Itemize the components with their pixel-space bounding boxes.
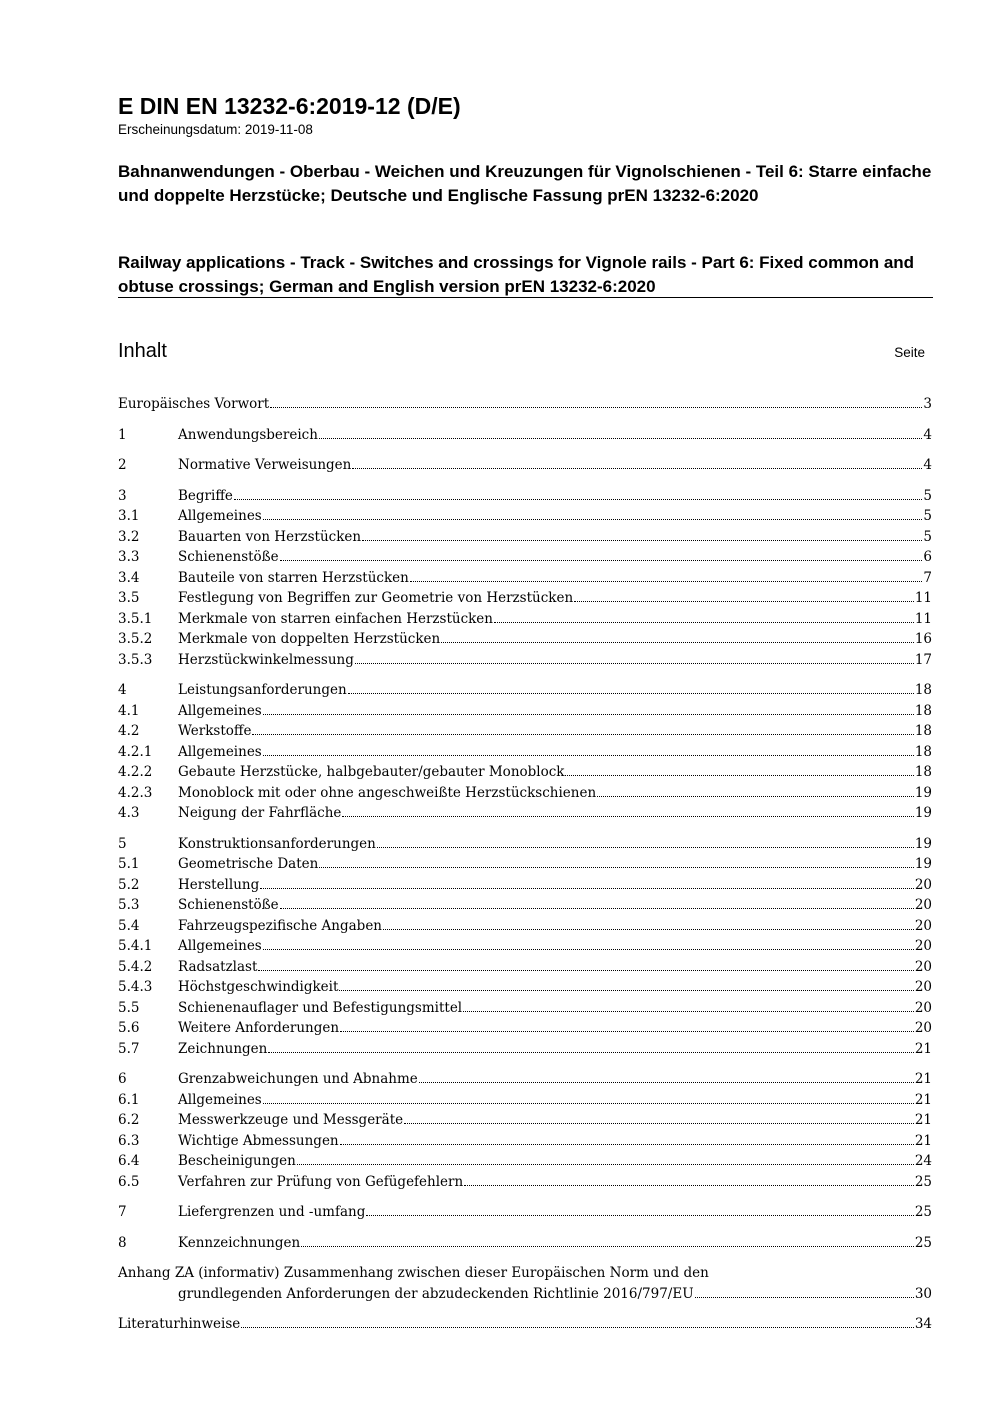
toc-leader (263, 518, 923, 520)
toc-leader (319, 866, 913, 868)
toc-entry-number: 3.5.3 (118, 651, 153, 668)
toc-entry-page: 11 (914, 610, 932, 627)
toc-entry-number: 5.1 (118, 856, 140, 872)
toc-entry-page: 21 (914, 1071, 932, 1087)
publication-date: Erscheinungsdatum: 2019-11-08 (118, 122, 313, 137)
toc-entry-title: Leistungsanforderungen (178, 682, 347, 698)
toc-entry-number: 4.2.2 (118, 764, 153, 780)
toc-entry[interactable] (118, 1233, 932, 1254)
toc-entry-page: 4 (923, 457, 932, 473)
toc-entry-page: 25 (914, 1234, 932, 1251)
toc-leader (263, 1102, 914, 1104)
toc-entry-page: 20 (914, 917, 932, 934)
toc-entry-title: Konstruktionsanforderungen (178, 835, 376, 852)
toc-entry-number: 6.2 (118, 1112, 140, 1128)
toc-entry[interactable] (118, 957, 932, 978)
toc-entry-title: Grenzabweichungen und Abnahme (178, 1071, 418, 1087)
toc-heading: Inhalt (118, 340, 167, 362)
toc-entry[interactable] (118, 977, 932, 998)
toc-entry[interactable] (118, 486, 932, 507)
toc-entry-page: 16 (914, 631, 932, 647)
toc-entry[interactable] (118, 834, 932, 855)
toc-entry-number: 5 (118, 835, 127, 852)
toc-entry[interactable] (118, 783, 932, 804)
toc-leader (366, 1214, 913, 1216)
toc-entry-title: Fahrzeugspezifische Angaben (178, 917, 383, 934)
toc-entry-title: Gebaute Herzstücke, halbgebauter/gebauter Monoblock (178, 764, 565, 780)
toc-entry[interactable] (118, 1131, 932, 1152)
toc-entry-title: Kennzeichnungen (178, 1234, 301, 1251)
toc-entry-title: Schienenstöße (178, 549, 279, 565)
toc-entry[interactable] (118, 1069, 932, 1090)
toc-entry-page: 20 (914, 958, 932, 975)
toc-entry-title: Wichtige Abmessungen (178, 1132, 339, 1149)
toc-entry[interactable] (118, 609, 932, 630)
toc-entry-page: 20 (914, 979, 932, 995)
toc-entry-number: 8 (118, 1234, 127, 1251)
toc-entry-page: 6 (923, 549, 932, 565)
toc-leader (419, 1081, 914, 1083)
toc-entry-number: 3.3 (118, 549, 140, 565)
toc-entry-title: Herstellung (178, 876, 260, 893)
toc-entry-number: 5.7 (118, 1040, 140, 1057)
toc-entry-number: 5.4 (118, 917, 140, 934)
toc-entry[interactable] (118, 936, 932, 957)
toc-entry-title: Bescheinigungen (178, 1153, 296, 1169)
toc-entry-page: 19 (914, 856, 932, 872)
toc-entry-number: 5.4.2 (118, 958, 153, 975)
toc-entry-number: 7 (118, 1204, 127, 1220)
toc-entry[interactable] (118, 547, 932, 568)
toc-entry-number: 4.1 (118, 702, 140, 719)
toc-leader (340, 1143, 914, 1145)
toc-entry-number: 4.2 (118, 723, 140, 739)
toc-entry[interactable] (118, 762, 932, 783)
toc-entry-number: 2 (118, 457, 127, 473)
toc-entry[interactable] (118, 895, 932, 916)
toc-leader (340, 1030, 914, 1032)
toc-entry-page: 11 (914, 590, 932, 606)
toc-entry-title: Geometrische Daten (178, 856, 319, 872)
toc-entry-title: Herzstückwinkelmessung (178, 651, 354, 668)
toc-entry-page: 4 (923, 426, 932, 443)
toc-entry[interactable] (118, 998, 932, 1019)
toc-entry-number: 3.4 (118, 569, 140, 586)
annex-title-line-2-row (118, 1284, 932, 1305)
toc-entry-page: 3 (923, 396, 932, 412)
toc-entry-number: 3 (118, 487, 127, 504)
toc-leader (565, 774, 913, 776)
toc-entry-title: Allgemeines (178, 508, 262, 524)
toc-leader (263, 948, 914, 950)
toc-entry-page: 18 (914, 702, 932, 719)
toc-entry-title: Liefergrenzen und -umfang (178, 1204, 366, 1220)
toc-entry-page: 5 (923, 528, 932, 545)
toc-entry[interactable] (118, 1018, 932, 1039)
toc-leader (260, 887, 914, 889)
toc-entry-number: 5.2 (118, 876, 140, 893)
toc-entry-number: 3.1 (118, 508, 140, 524)
toc-entry[interactable] (118, 1090, 932, 1111)
toc-entry-title: Werkstoffe (178, 723, 252, 739)
toc-entries (118, 425, 932, 1254)
toc-entry-number: 3.2 (118, 528, 140, 545)
toc-leader (280, 559, 923, 561)
toc-entry-page: 21 (914, 1132, 932, 1149)
toc-leader (383, 928, 914, 930)
toc-entry-page: 18 (914, 743, 932, 760)
toc-leader (263, 713, 914, 715)
toc-entry-title: Monoblock mit oder ohne angeschweißte Herzstückschienen (178, 784, 597, 801)
toc-entry[interactable] (118, 1172, 932, 1193)
toc-entry-title: Europäisches Vorwort (118, 396, 270, 412)
toc-entry-page: 5 (923, 508, 932, 524)
toc-entry-title: Bauteile von starren Herzstücken (178, 569, 409, 586)
toc-entry-number: 3.5 (118, 590, 140, 606)
toc-leader (695, 1296, 914, 1298)
toc-entry-title: Allgemeines (178, 743, 262, 760)
toc-entry-page: 20 (914, 1020, 932, 1036)
toc-leader (494, 621, 914, 623)
toc-entry-title: Radsatzlast (178, 958, 258, 975)
toc-entry-annex-za[interactable] (118, 1263, 932, 1304)
toc-leader (280, 907, 914, 909)
toc-leader (342, 815, 913, 817)
toc-entry-title: Höchstgeschwindigkeit (178, 979, 339, 995)
toc-entry-number: 4.2.1 (118, 743, 153, 760)
toc-leader (263, 754, 914, 756)
toc-leader (339, 989, 913, 991)
toc-entry[interactable] (118, 803, 932, 824)
toc-entry-number: 5.4.1 (118, 938, 153, 954)
toc-leader (441, 641, 914, 643)
toc-entry-title: Begriffe (178, 487, 233, 504)
toc-entry-title: Schienenauflager und Befestigungsmittel (178, 999, 463, 1016)
toc-leader (270, 406, 922, 408)
toc-leader (241, 1326, 914, 1328)
toc-entry[interactable] (118, 588, 932, 609)
toc-entry-page: 21 (914, 1112, 932, 1128)
toc-entry[interactable] (118, 650, 932, 671)
toc-entry[interactable] (118, 742, 932, 763)
toc-entry-number: 5.3 (118, 897, 140, 913)
toc-entry-page: 20 (914, 938, 932, 954)
toc-entry-title: Bauarten von Herzstücken (178, 528, 362, 545)
toc-entry[interactable] (118, 455, 932, 476)
toc-entry-page: 20 (914, 897, 932, 913)
toc-entry-number: 6 (118, 1071, 127, 1087)
toc-leader (404, 1122, 914, 1124)
toc-entry-number: 5.4.3 (118, 979, 153, 995)
toc-entry-title: Schienenstöße (178, 897, 279, 913)
toc-entry-number: 1 (118, 426, 127, 443)
toc-entry-title: Normative Verweisungen (178, 457, 352, 473)
toc-entry[interactable] (118, 1202, 932, 1223)
toc-entry-page: 34 (914, 1316, 932, 1332)
toc-entry-page: 21 (914, 1091, 932, 1108)
toc-entry-title: Merkmale von doppelten Herzstücken (178, 631, 441, 647)
toc-entry[interactable] (118, 527, 932, 548)
toc-entry-page: 5 (923, 487, 932, 504)
toc-entry[interactable] (118, 875, 932, 896)
toc-entry-number: 4 (118, 682, 127, 698)
toc-entry-page: 21 (914, 1040, 932, 1057)
toc-entry[interactable] (118, 568, 932, 589)
toc-entry-title: Anwendungsbereich (178, 426, 318, 443)
toc-entry-page: 30 (914, 1285, 932, 1302)
toc-entry-number: 4.2.3 (118, 784, 153, 801)
toc-entry-number: 6.3 (118, 1132, 140, 1149)
toc-entry-page: 19 (914, 805, 932, 821)
toc-entry-page: 18 (914, 723, 932, 739)
toc-entry-page: 20 (914, 999, 932, 1016)
toc-entry-number: 5.5 (118, 999, 140, 1016)
toc-entry-number: 4.3 (118, 805, 140, 821)
toc-entry-page: 17 (914, 651, 932, 668)
toc-entry-number: 5.6 (118, 1020, 140, 1036)
toc-entry-title: Zeichnungen (178, 1040, 268, 1057)
toc-entry-title: Neigung der Fahrfläche (178, 805, 342, 821)
toc-leader (252, 733, 913, 735)
toc-entry-foreword[interactable] (118, 394, 932, 415)
toc-entry-page: 18 (914, 764, 932, 780)
toc-leader (319, 437, 922, 439)
toc-entry-number: 6.1 (118, 1091, 140, 1108)
toc-entry[interactable] (118, 1151, 932, 1172)
toc-entry-page: 7 (923, 569, 932, 586)
toc-leader (268, 1051, 913, 1053)
toc-leader (301, 1245, 914, 1247)
toc-page-column-label: Seite (894, 345, 925, 360)
toc-entry[interactable] (118, 916, 932, 937)
toc-leader (410, 580, 923, 582)
toc-entry-page: 18 (914, 682, 932, 698)
toc-leader (464, 1184, 914, 1186)
toc-entry-bibliography[interactable] (118, 1314, 932, 1335)
toc-leader (348, 692, 914, 694)
toc-entry[interactable] (118, 701, 932, 722)
toc-entry[interactable] (118, 1110, 932, 1131)
toc-leader (574, 600, 914, 602)
toc-entry-page: 20 (914, 876, 932, 893)
toc-entry-number: 6.5 (118, 1173, 140, 1190)
toc-entry-title: Festlegung von Begriffen zur Geometrie von Herzstücken (178, 590, 574, 606)
toc-entry[interactable] (118, 721, 932, 742)
table-of-contents (118, 394, 932, 1335)
toc-entry[interactable] (118, 1039, 932, 1060)
annex-title-line-2: grundlegenden Anforderungen der abzudeckenden Richtlinie 2016/797/EU (178, 1285, 694, 1302)
toc-entry[interactable] (118, 854, 932, 875)
toc-entry-title: Allgemeines (178, 938, 262, 954)
toc-entry-title: Weitere Anforderungen (178, 1020, 340, 1036)
toc-leader (377, 846, 914, 848)
toc-entry[interactable] (118, 425, 932, 446)
toc-entry-page: 19 (914, 835, 932, 852)
toc-leader (355, 662, 914, 664)
toc-entry[interactable] (118, 629, 932, 650)
toc-leader (352, 467, 922, 469)
toc-leader (297, 1163, 914, 1165)
toc-entry-page: 25 (914, 1204, 932, 1220)
toc-entry-title: Allgemeines (178, 1091, 262, 1108)
toc-entry-page: 19 (914, 784, 932, 801)
toc-entry-title: Merkmale von starren einfachen Herzstücken (178, 610, 493, 627)
toc-entry-title: Messwerkzeuge und Messgeräte (178, 1112, 404, 1128)
title-english: Railway applications - Track - Switches and crossings for Vignole rails - Part 6: Fixed common and obtuse crossings; German and English version prEN 13232-6:2020 (118, 253, 915, 296)
toc-entry-title: Literaturhinweise (118, 1316, 241, 1332)
toc-leader (463, 1010, 914, 1012)
toc-entry-title: Verfahren zur Prüfung von Gefügefehlern (178, 1173, 464, 1190)
toc-leader (362, 539, 922, 541)
toc-entry-number: 3.5.1 (118, 610, 153, 627)
toc-leader (597, 795, 914, 797)
toc-entry-number: 6.4 (118, 1153, 140, 1169)
toc-entry-title: Allgemeines (178, 702, 262, 719)
toc-entry-number: 3.5.2 (118, 631, 153, 647)
toc-entry[interactable] (118, 506, 932, 527)
annex-title-line-1: Anhang ZA (informativ) Zusammenhang zwischen dieser Europäischen Norm und den (118, 1265, 709, 1281)
toc-entry-page: 24 (914, 1153, 932, 1169)
title-german: Bahnanwendungen - Oberbau - Weichen und Kreuzungen für Vignolschienen - Teil 6: Starre einfache und doppelte Herzstücke; Deutsche und Englische Fassung prEN 13232-6:2020 (118, 162, 932, 205)
header-rule (118, 297, 933, 298)
toc-leader (258, 969, 913, 971)
toc-entry[interactable] (118, 680, 932, 701)
toc-entry-page: 25 (914, 1173, 932, 1190)
toc-leader (234, 498, 923, 500)
document-id: E DIN EN 13232-6:2019-12 (D/E) (118, 93, 461, 119)
